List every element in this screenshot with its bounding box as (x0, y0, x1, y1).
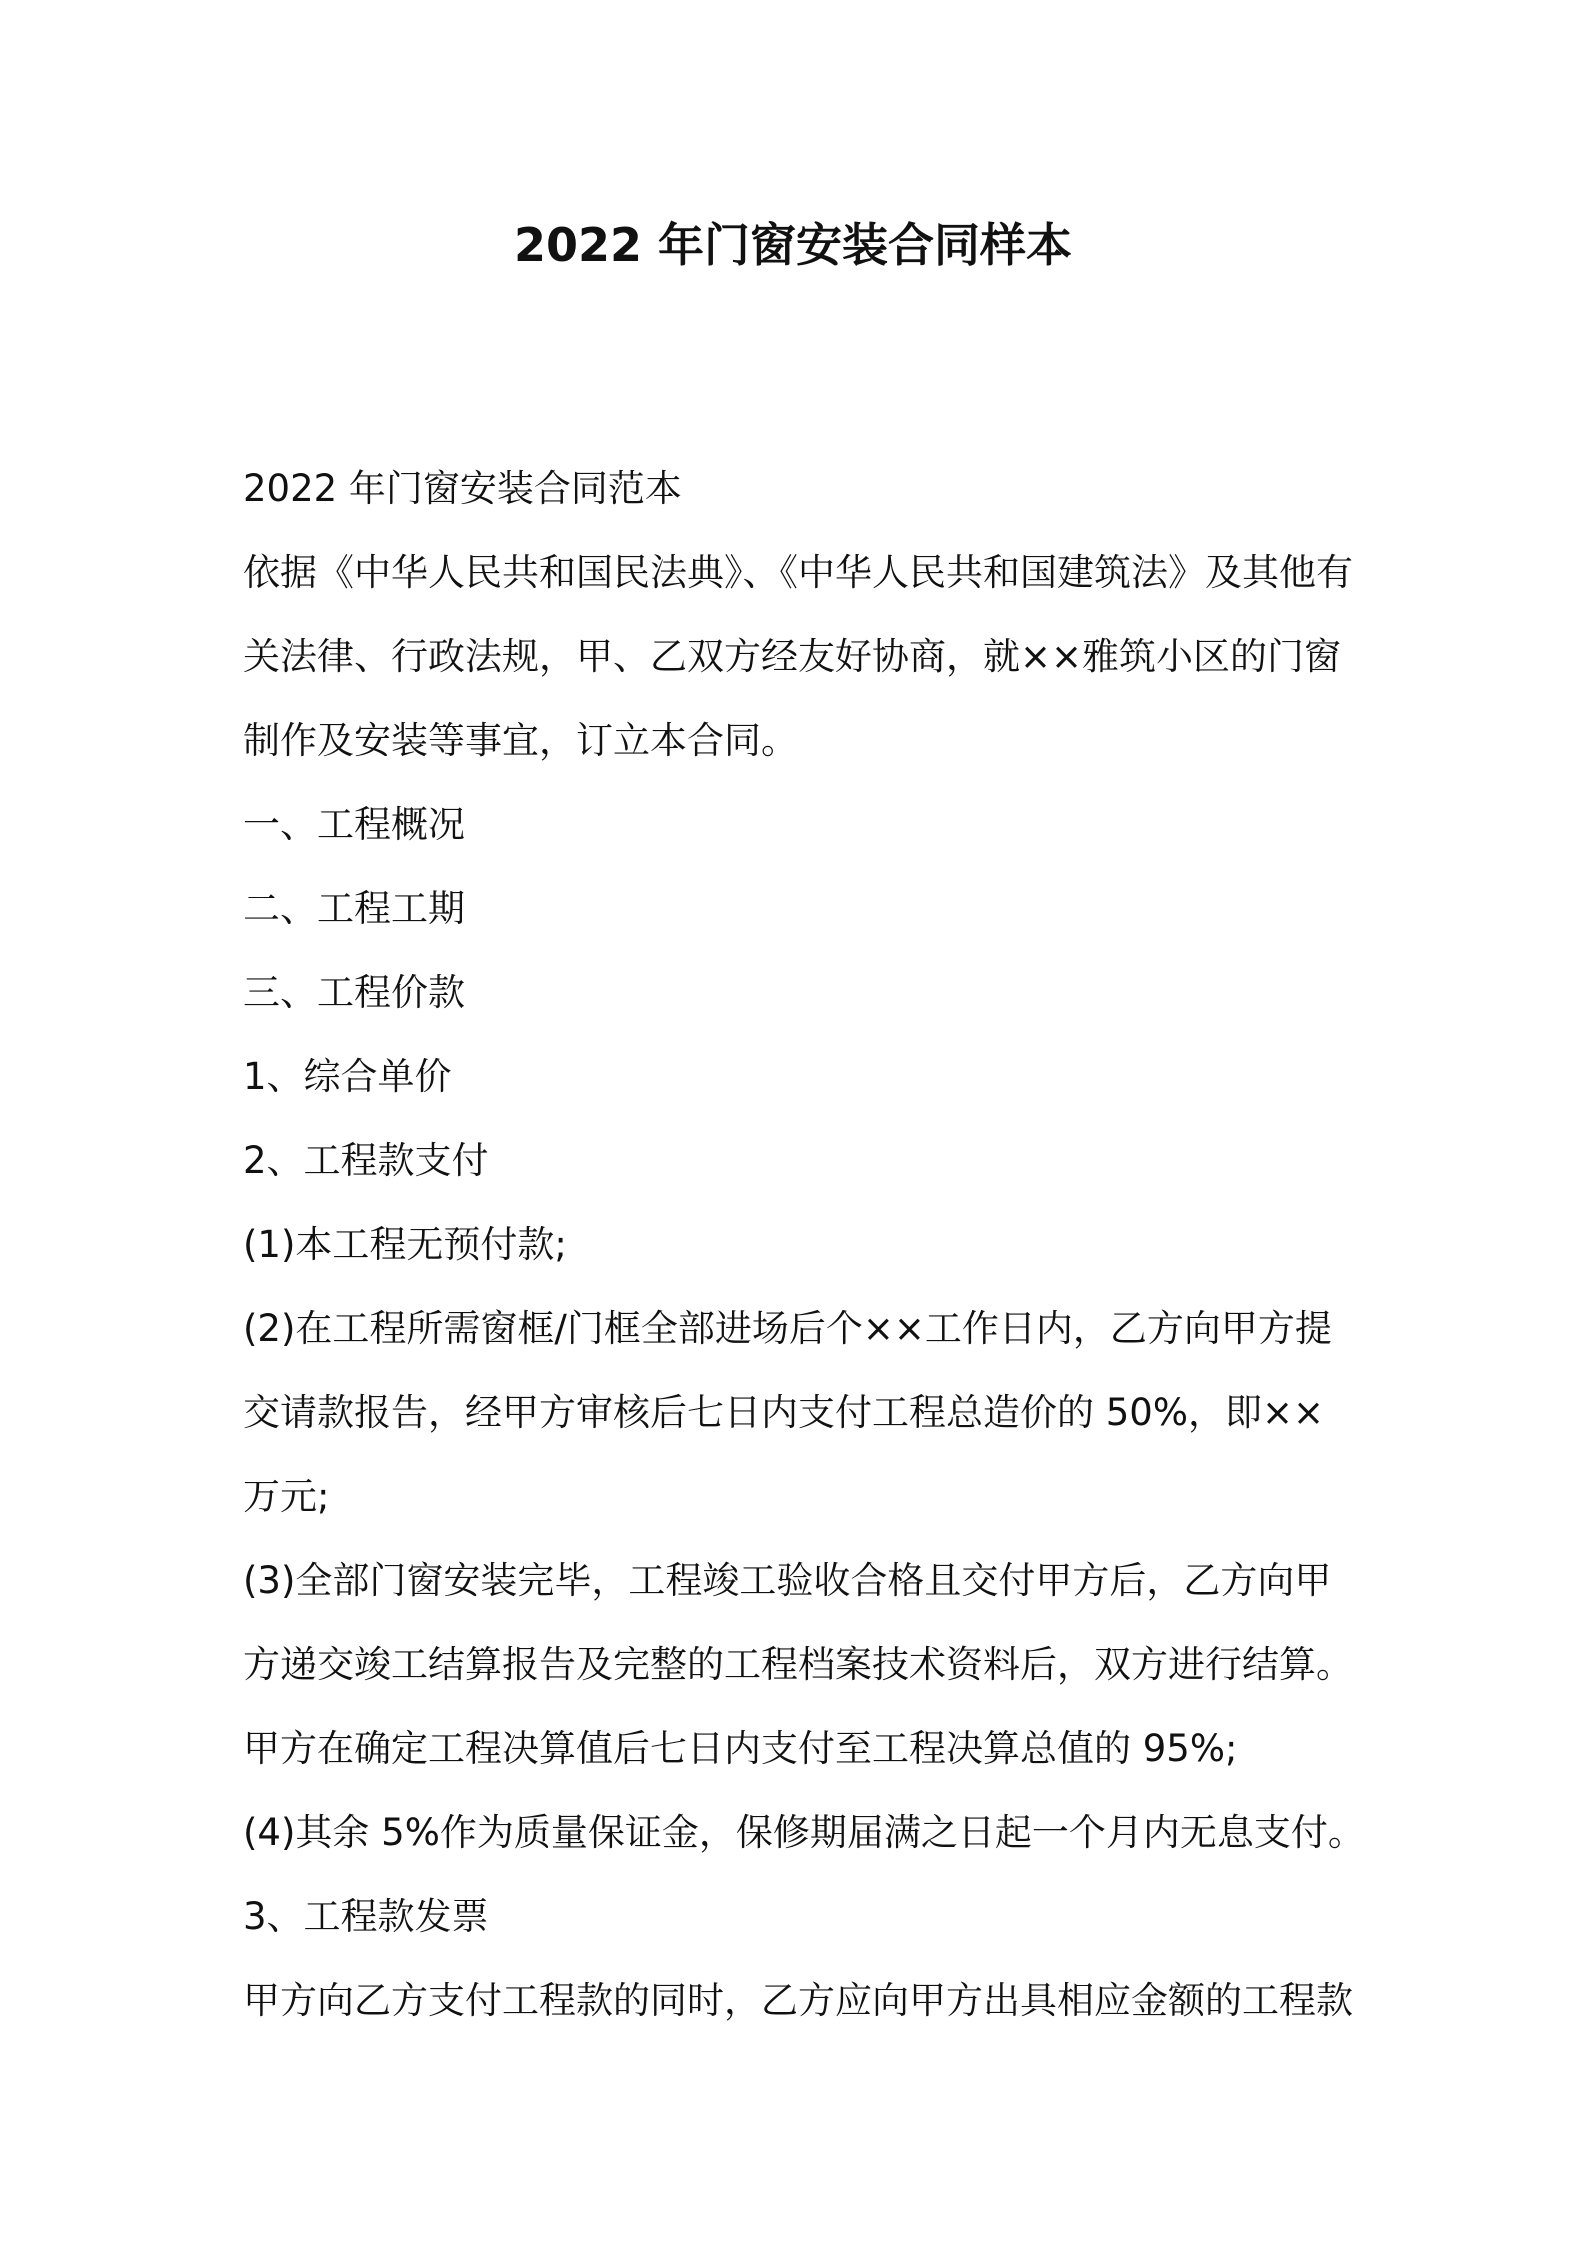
document-title: 2022 年门窗安装合同样本 (513, 218, 1073, 272)
document-body (243, 447, 1365, 2043)
paragraph-line: 交请款报告，经甲方审核后七日内支付工程总造价的 50%，即×× (243, 1391, 1325, 1434)
paragraph-line: 依据《中华人民共和国民法典》、《中华人民共和国建筑法》及其他有 (243, 551, 1353, 594)
paragraph-line: (4)其余 5%作为质量保证金，保修期届满之日起一个月内无息支付。 (243, 1811, 1365, 1854)
subtitle-line: 2022 年门窗安装合同范本 (243, 467, 682, 510)
paragraph-line: 方递交竣工结算报告及完整的工程档案技术资料后，双方进行结算。 (243, 1643, 1353, 1686)
paragraph-line: 制作及安装等事宜，订立本合同。 (243, 719, 798, 762)
paragraph-line: (2)在工程所需窗框/门框全部进场后个××工作日内，乙方向甲方提 (243, 1307, 1332, 1350)
subsection-heading: 2、工程款支付 (243, 1139, 489, 1182)
section-heading-2: 二、工程工期 (243, 887, 465, 930)
paragraph-line: (1)本工程无预付款; (243, 1223, 567, 1266)
paragraph-line: (3)全部门窗安装完毕，工程竣工验收合格且交付甲方后，乙方向甲 (243, 1559, 1332, 1602)
paragraph-line: 甲方在确定工程决算值后七日内支付至工程决算总值的 95%; (243, 1727, 1238, 1770)
section-heading-1: 一、工程概况 (243, 803, 465, 846)
paragraph-line: 关法律、行政法规，甲、乙双方经友好协商，就××雅筑小区的门窗 (243, 635, 1342, 678)
subsection-heading: 1、综合单价 (243, 1055, 452, 1098)
subsection-heading: 3、工程款发票 (243, 1895, 489, 1938)
paragraph-line: 甲方向乙方支付工程款的同时，乙方应向甲方出具相应金额的工程款 (243, 1979, 1353, 2022)
section-heading-3: 三、工程价款 (243, 971, 465, 1014)
paragraph-line: 万元; (243, 1475, 330, 1518)
